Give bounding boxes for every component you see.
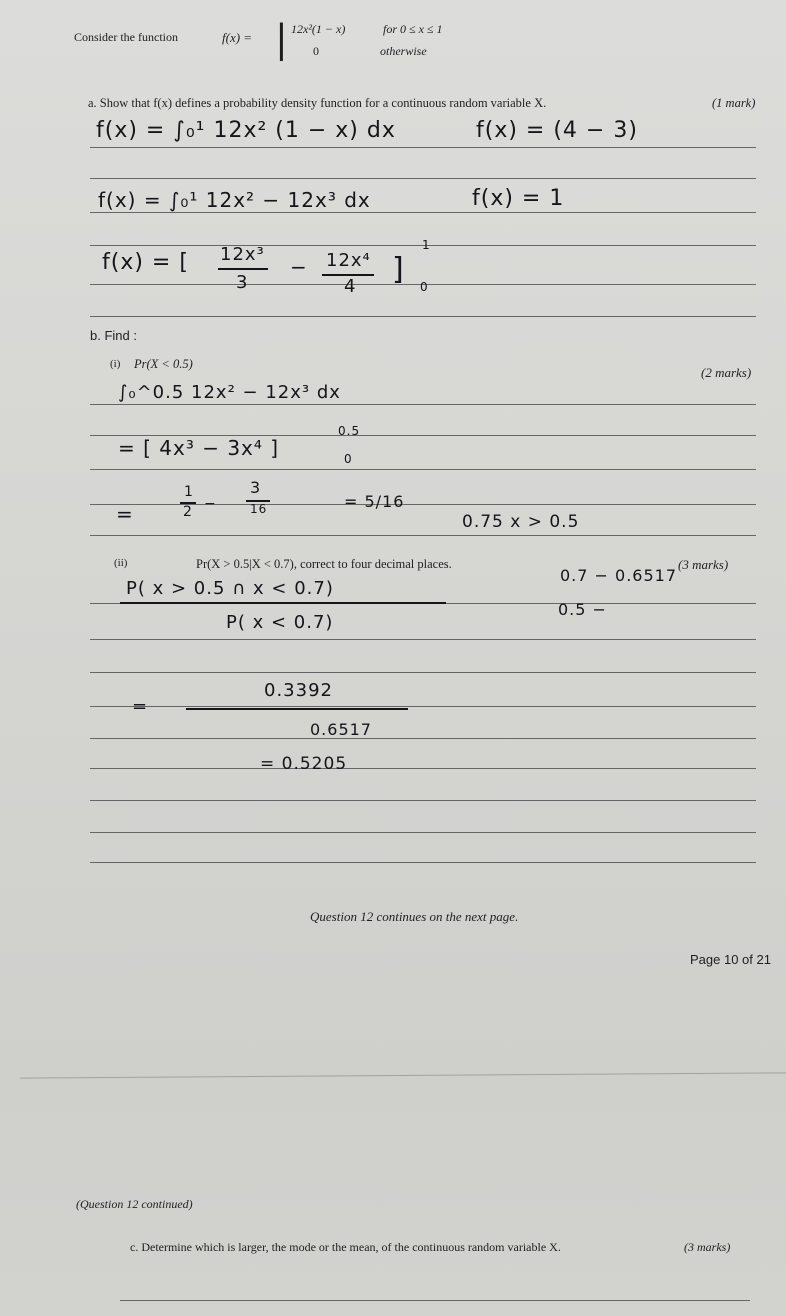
piecewise-brace: |: [275, 17, 288, 61]
hw-a-line1-right: f(x) = (4 − 3): [476, 118, 638, 143]
part-b-ii-marks: (3 marks): [678, 557, 729, 572]
ruled-line: [90, 178, 756, 179]
ruled-line: [90, 738, 756, 739]
ruled-line: [90, 212, 756, 213]
function-lhs: f(x) =: [222, 30, 253, 45]
hw-bi-line3-num1: 1: [184, 484, 194, 500]
hw-bii-frac-num: 0.3392: [264, 680, 333, 701]
hw-bii-den: P( x < 0.7): [226, 612, 334, 633]
ruled-line: [90, 706, 756, 707]
hw-a-line3-den1: 3: [236, 272, 249, 293]
hw-bi-line3-den2: 16: [250, 502, 268, 516]
part-b-i-text: Pr(X < 0.5): [134, 357, 193, 371]
hw-a-line2-right: f(x) = 1: [472, 186, 565, 211]
ruled-line: [90, 469, 756, 470]
ruled-line: [90, 404, 756, 405]
hw-a-line1-left: f(x) = ∫₀¹ 12x² (1 − x) dx: [96, 118, 396, 143]
hw-bii-side2: 0.5 −: [558, 600, 607, 619]
case2-cond: otherwise: [380, 44, 427, 58]
ruled-line: [90, 639, 756, 640]
hw-bii-frac-den: 0.6517: [310, 720, 372, 739]
part-b-ii-text: Pr(X > 0.5|X < 0.7), correct to four decimal places.: [196, 557, 452, 571]
ruled-line: [90, 832, 756, 833]
hw-a-line3-upper: 1: [422, 238, 431, 252]
part-b-ii-label: (ii): [114, 557, 128, 569]
hw-bi-line2: = [ 4x³ − 3x⁴ ]: [118, 436, 280, 460]
hw-bii-side1: 0.7 − 0.6517: [560, 566, 678, 585]
ruled-line: [90, 768, 756, 769]
part-b-i-label: (i): [110, 358, 121, 370]
case1-cond: for 0 ≤ x ≤ 1: [383, 22, 443, 36]
hw-bi-line3-minus: −: [204, 496, 217, 512]
hw-bii-fracbar: [186, 708, 408, 710]
page-number: Page 10 of 21: [690, 952, 771, 967]
part-b-i-marks: (2 marks): [701, 365, 752, 380]
continues-note: Question 12 continues on the next page.: [310, 909, 519, 924]
page-break-line: [20, 1072, 786, 1078]
ruled-line: [90, 535, 756, 536]
case1-expr: 12x²(1 − x): [291, 22, 346, 36]
hw-bi-line1: ∫₀^0.5 12x² − 12x³ dx: [118, 382, 341, 403]
hw-bi-side: 0.75 x > 0.5: [462, 512, 580, 532]
hw-bi-line2-upper: 0.5: [338, 424, 361, 438]
hw-bii-num: P( x > 0.5 ∩ x < 0.7): [126, 578, 334, 599]
ruled-line: [90, 672, 756, 673]
hw-a-line3-bracket: f(x) = [: [102, 250, 189, 275]
hw-a-line3-fracbar1: [218, 268, 268, 270]
ruled-line: [90, 800, 756, 801]
ruled-line: [90, 316, 756, 317]
part-a-marks: (1 mark): [712, 96, 756, 110]
ruled-line: [90, 147, 756, 148]
hw-bi-line3-num2: 3: [250, 478, 262, 497]
part-b-heading: b. Find :: [90, 328, 137, 343]
case2-expr: 0: [313, 44, 319, 58]
hw-bii-fracbar-top: [120, 602, 446, 604]
hw-bi-line3-den1: 2: [183, 504, 193, 520]
hw-a-line3-num2: 12x⁴: [326, 250, 371, 271]
hw-bii-eq: =: [132, 696, 149, 717]
hw-a-line2-left: f(x) = ∫₀¹ 12x² − 12x³ dx: [98, 188, 371, 212]
hw-bi-line3-eq: =: [116, 502, 134, 526]
ruled-line: [90, 862, 756, 863]
hw-a-line3-minus: −: [290, 255, 308, 279]
hw-a-line3-close: ]: [392, 252, 405, 287]
hw-a-line3-lower: 0: [420, 280, 429, 294]
hw-bi-line3-result: = 5/16: [344, 492, 405, 511]
part-c-text: c. Determine which is larger, the mode or the mean, of the continuous random variable X.: [130, 1240, 561, 1254]
part-c-marks: (3 marks): [684, 1240, 731, 1254]
next-page-heading: (Question 12 continued): [76, 1197, 193, 1211]
hw-bii-result: = 0.5205: [260, 754, 348, 774]
hw-bi-line2-lower: 0: [344, 452, 353, 466]
part-a-text: a. Show that f(x) defines a probability density function for a continuous random variable X.: [88, 96, 547, 110]
hw-a-line3-den2: 4: [344, 276, 357, 297]
ruled-line: [120, 1300, 750, 1301]
hw-a-line3-num1: 12x³: [220, 244, 265, 265]
intro-lead: Consider the function: [74, 30, 178, 44]
